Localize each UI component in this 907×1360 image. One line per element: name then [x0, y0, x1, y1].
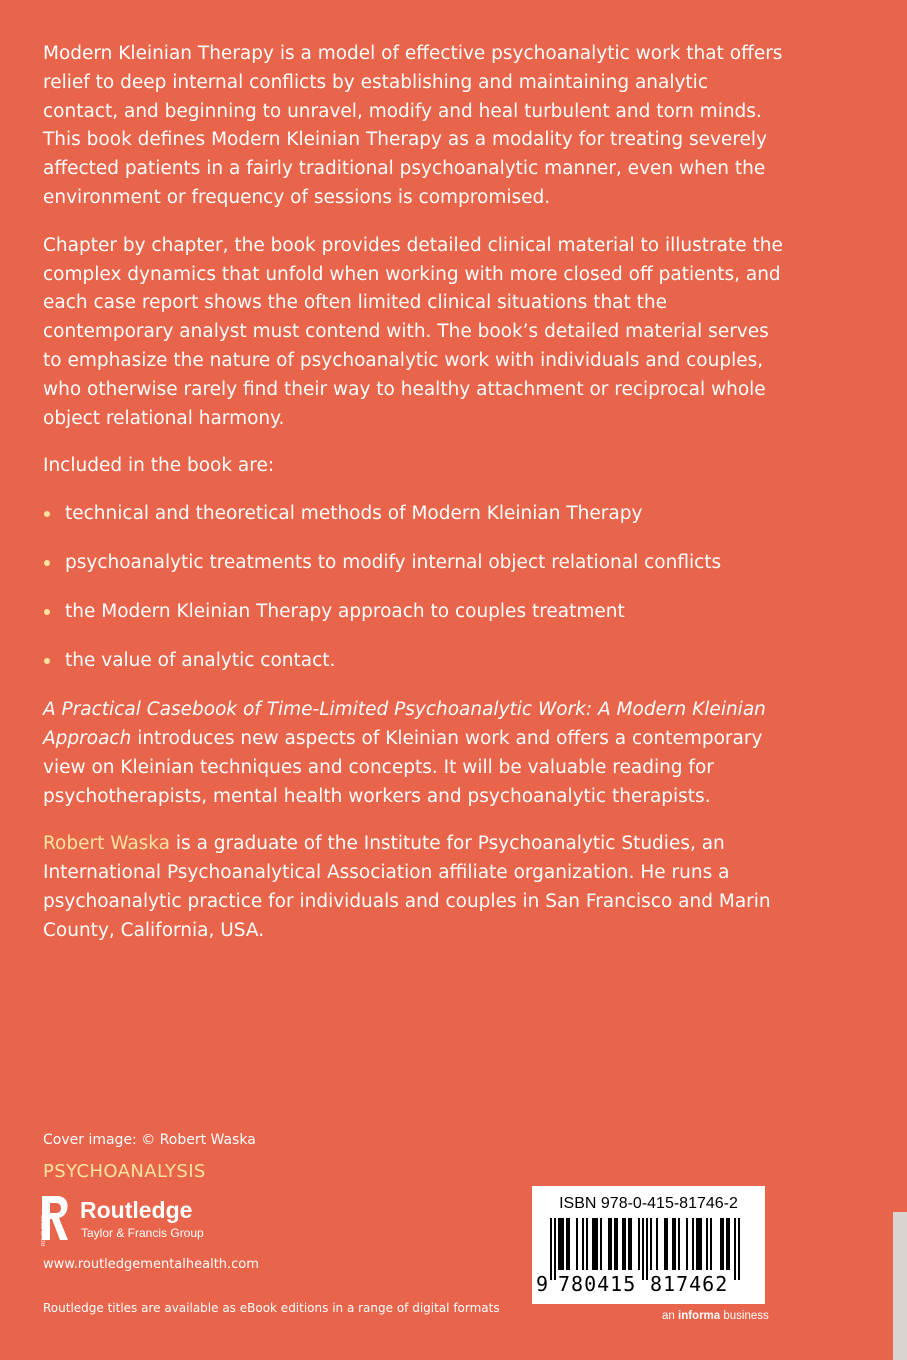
barcode-bar	[686, 1218, 688, 1270]
isbn-label: ISBN 978-0-415-81746-2	[559, 1195, 738, 1212]
barcode-bar	[596, 1218, 598, 1270]
included-intro: Included in the book are:	[43, 455, 275, 477]
barcode-bar	[582, 1218, 584, 1270]
barcode-bar	[650, 1218, 652, 1270]
author-bio	[43, 830, 783, 945]
barcode-bar	[628, 1218, 630, 1270]
barcode-bar	[638, 1218, 640, 1270]
barcode-bar	[672, 1218, 674, 1270]
category-label: PSYCHOANALYSIS	[43, 1161, 206, 1182]
barcode-bar	[594, 1218, 596, 1270]
barcode-bar	[692, 1218, 694, 1270]
list-item: psychoanalytic treatments to modify internal object relational conflicts	[43, 549, 783, 577]
barcode-bar	[600, 1218, 602, 1270]
list-item: the value of analytic contact.	[43, 647, 783, 675]
barcode-bar	[664, 1218, 666, 1270]
back-cover-description	[43, 40, 783, 965]
barcode-bar	[728, 1218, 730, 1270]
barcode-bar	[550, 1218, 552, 1280]
book-edge	[893, 1212, 907, 1360]
publisher-logo	[40, 1194, 240, 1250]
routledge-r-icon	[40, 1194, 70, 1248]
barcode-bar	[562, 1218, 564, 1270]
barcode-bar	[674, 1218, 676, 1270]
list-item: technical and theoretical methods of Modern Kleinian Therapy	[43, 500, 783, 528]
barcode-bar	[722, 1218, 724, 1270]
barcode-bar	[576, 1218, 578, 1270]
ean-left-group: 780415	[558, 1272, 637, 1296]
barcode-bar	[720, 1218, 722, 1270]
barcode-bar	[558, 1218, 560, 1270]
barcode-bar	[696, 1218, 698, 1270]
informa-brand: informa	[678, 1310, 721, 1322]
list-item: the Modern Kleinian Therapy approach to couples treatment	[43, 598, 783, 626]
barcode-bar	[630, 1218, 632, 1270]
included-list	[43, 500, 783, 675]
bullet-icon	[44, 560, 50, 566]
barcode-bar	[586, 1218, 588, 1270]
ebook-note: Routledge titles are available as eBook editions in a range of digital formats	[43, 1301, 500, 1315]
barcode-bar	[554, 1218, 556, 1280]
description-paragraph-2: Chapter by chapter, the book provides detailed clinical material to illustrate the complex dynamics that unfold when working with more closed off patients, and each case report shows the often limited clinical situations that the contemporary analyst must contend with. The book’s detailed material serves to emphasize the nature of psychoanalytic work with individuals and couples, who otherwise rarely find their way to healthy attachment or reciprocal whole object relational harmony.	[43, 234, 783, 429]
barcode-bar	[678, 1218, 680, 1270]
barcode-bar	[646, 1218, 648, 1280]
summary-paragraph	[43, 696, 783, 811]
logo-vertical-text: ROUTLEDGE	[41, 1214, 47, 1246]
barcode-bar	[656, 1218, 658, 1270]
barcode-bar	[568, 1218, 570, 1270]
barcode-bar	[698, 1218, 700, 1270]
barcode-bar	[560, 1218, 562, 1270]
barcode-bars	[542, 1218, 755, 1280]
barcode-bar	[642, 1218, 644, 1280]
barcode-bar	[734, 1218, 736, 1280]
ean-first-digit: 9	[536, 1272, 549, 1296]
bullet-icon	[44, 609, 50, 615]
barcode-bar	[624, 1218, 626, 1270]
barcode-bar	[592, 1218, 594, 1270]
publisher-name: Routledge	[80, 1197, 193, 1223]
summary-text: introduces new aspects of Kleinian work and offers a contemporary view on Kleinian techniques and concepts. It will be valuable reading for psychotherapists, mental health workers and psychoanalytic therapists.	[43, 727, 763, 807]
barcode-bar	[616, 1218, 618, 1270]
barcode-bar	[666, 1218, 668, 1270]
barcode-bar	[608, 1218, 610, 1270]
barcode-bar	[738, 1218, 740, 1280]
publisher-group: Taylor & Francis Group	[81, 1226, 204, 1240]
barcode-bar	[726, 1218, 728, 1270]
barcode-bar	[710, 1218, 712, 1270]
website-link[interactable]: www.routledgementalhealth.com	[43, 1257, 259, 1272]
barcode-bar	[610, 1218, 612, 1270]
bullet-icon	[44, 658, 50, 664]
book-title: A Practical Casebook of Time-Limited Psychoanalytic Work: A Modern Kleinian Approach	[43, 699, 766, 749]
barcode-bar	[706, 1218, 708, 1270]
bullet-icon	[44, 511, 50, 517]
author-bio-text: is a graduate of the Institute for Psychoanalytic Studies, an International Psychoanalytical Association affiliate organization. He runs a psychoanalytic practice for individuals and couples in San Francisco and Marin County, California, USA.	[43, 833, 771, 941]
barcode-bar	[622, 1218, 624, 1270]
cover-image-credit: Cover image: © Robert Waska	[43, 1132, 256, 1148]
description-paragraph-1: Modern Kleinian Therapy is a model of effective psychoanalytic work that offers relief to deep internal conflicts by establishing and maintaining analytic contact, and beginning to unravel, modify and heal turbulent and torn minds. This book defines Modern Kleinian Therapy as a modality for treating severely affected patients in a fairly traditional psychoanalytic manner, even when the environment or frequency of sessions is compromised.	[43, 43, 783, 208]
isbn-barcode	[532, 1186, 765, 1304]
informa-business-tag: an informa business	[662, 1310, 769, 1322]
author-name: Robert Waska	[43, 833, 171, 855]
barcode-bar	[700, 1218, 702, 1270]
ean-right-group: 817462	[650, 1272, 729, 1296]
barcode-bar	[614, 1218, 616, 1270]
barcode-bar	[566, 1218, 568, 1270]
